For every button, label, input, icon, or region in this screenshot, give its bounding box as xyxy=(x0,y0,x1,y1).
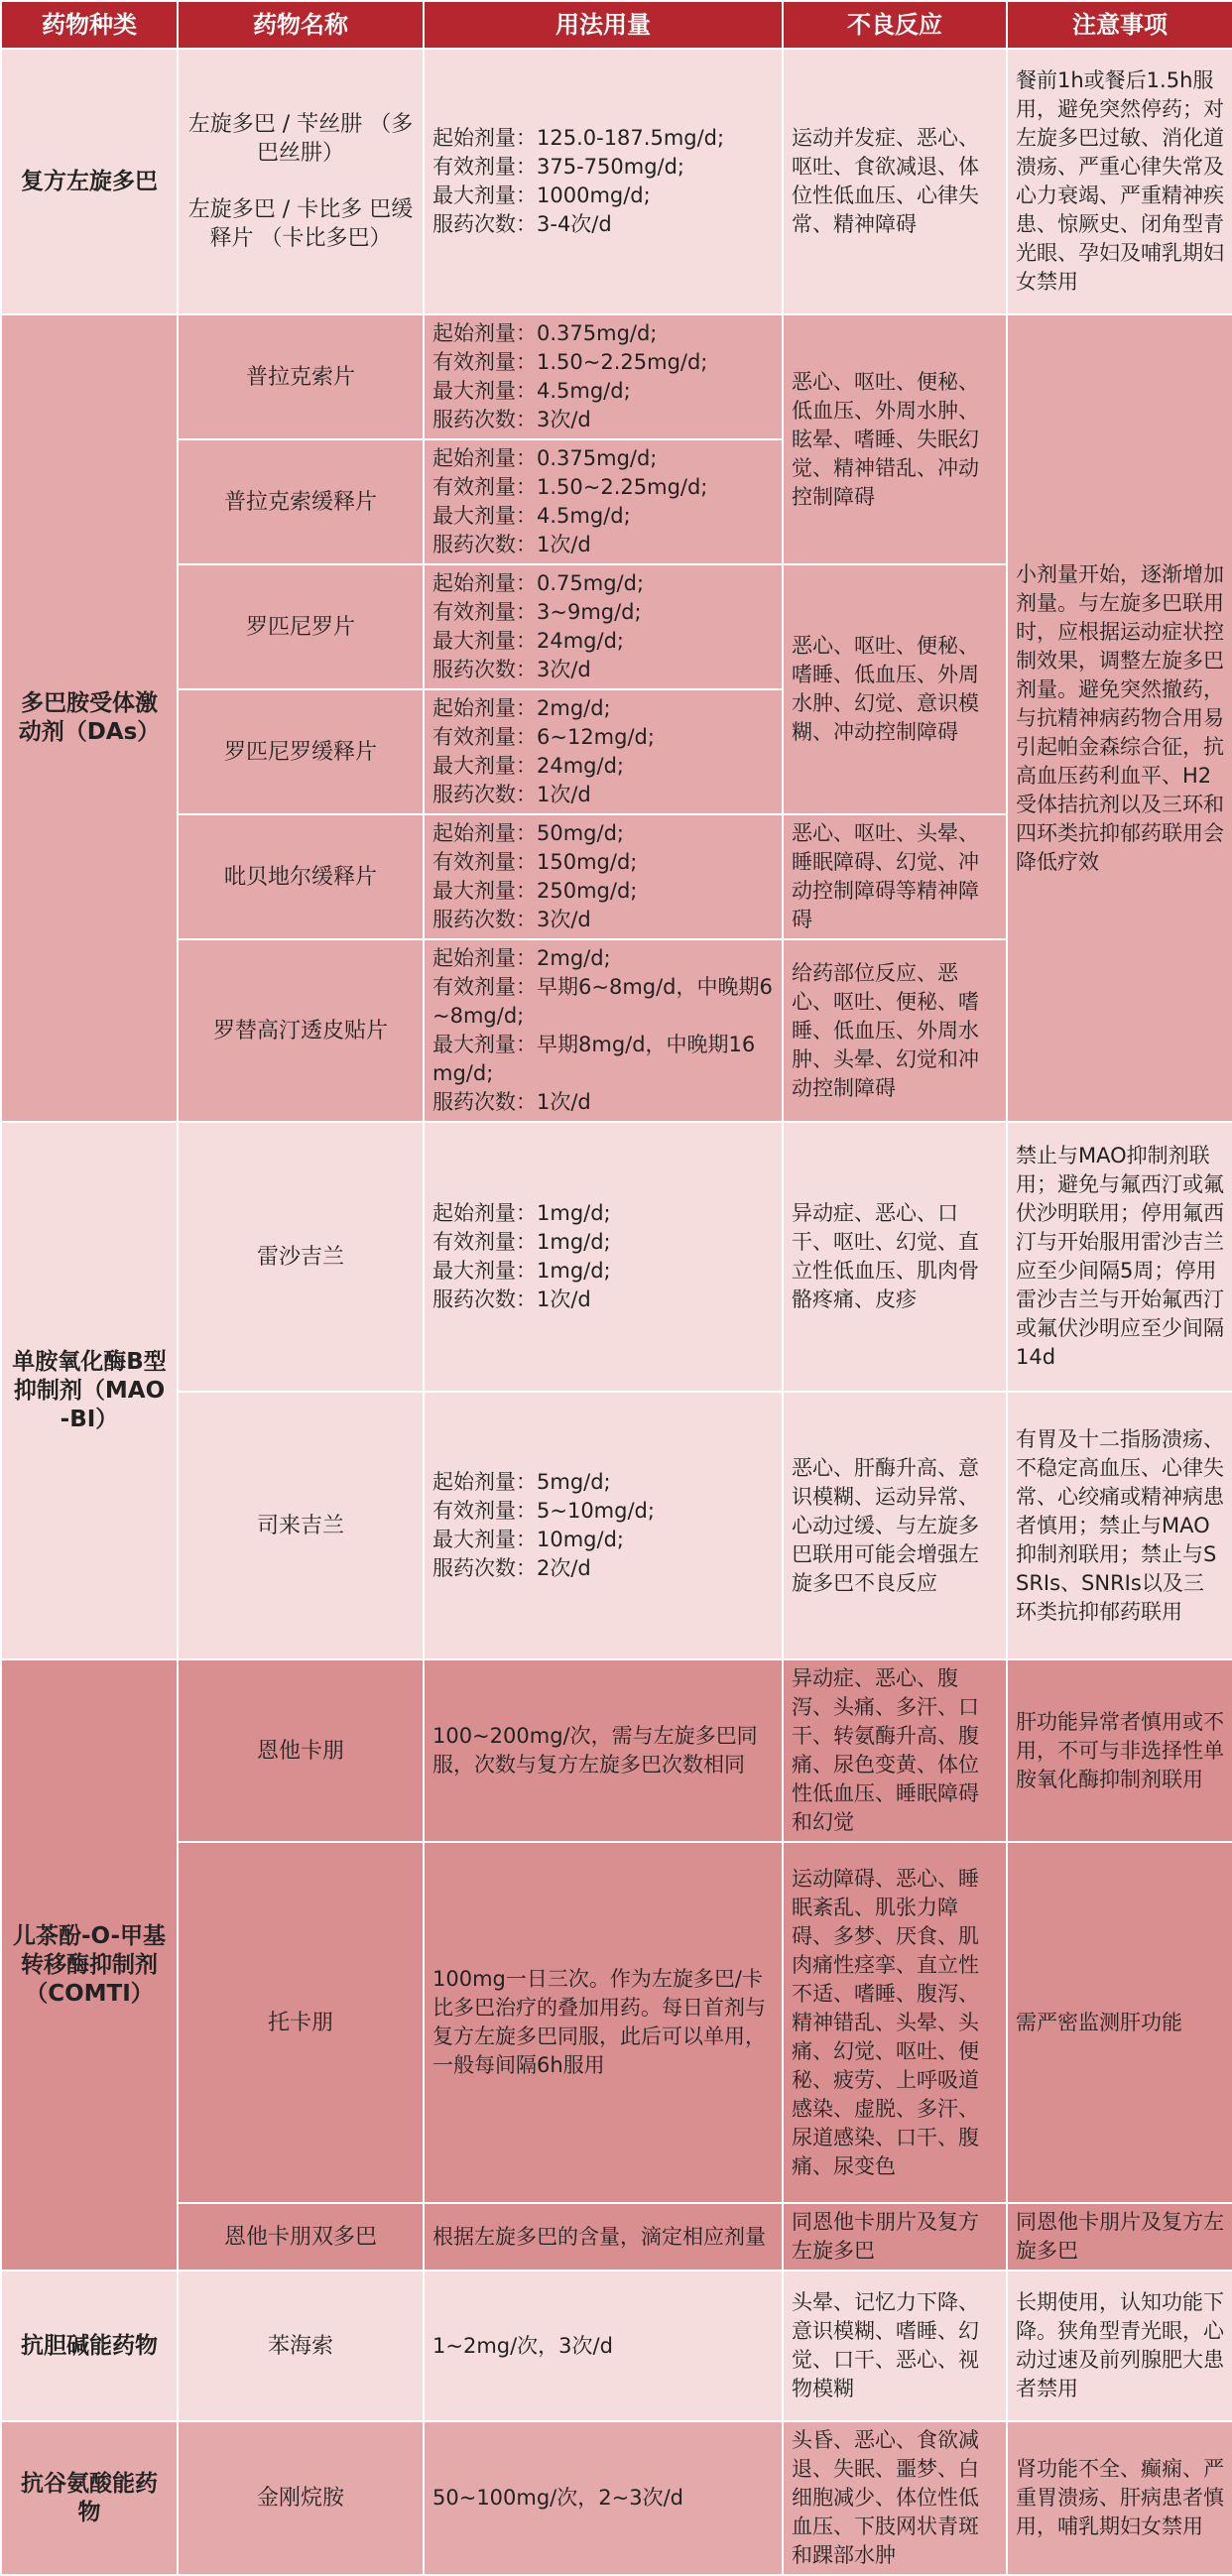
adverse-cell: 头昏、恶心、食欲减退、失眠、噩梦、白细胞减少、体位性低血压、下肢网状青斑和踝部水肿 xyxy=(783,2421,1007,2575)
drug-name-cell: 司来吉兰 xyxy=(178,1392,424,1659)
category-cell: 抗谷氨酸能药物 xyxy=(1,2421,178,2575)
category-cell: 抗胆碱能药物 xyxy=(1,2270,178,2421)
drug-name-cell: 苯海索 xyxy=(178,2270,424,2421)
table-row xyxy=(1,49,1232,314)
drug-name-cell: 普拉克索片 xyxy=(178,314,424,439)
dosage-cell: 起始剂量：1mg/d; 有效剂量：1mg/d; 最大剂量：1mg/d; 服药次数：1次/d xyxy=(424,1122,783,1392)
notes-cell: 有胃及十二指肠溃疡、不稳定高血压、心律失常、心绞痛或精神病患者慎用；禁止与MAO抑制剂联用；禁止与SSRIs、SNRIs以及三环类抗抑郁药联用 xyxy=(1007,1392,1232,1659)
dosage-cell: 1~2mg/次，3次/d xyxy=(424,2270,783,2421)
header-category: 药物种类 xyxy=(1,1,178,49)
adverse-cell: 恶心、呕吐、便秘、嗜睡、低血压、外周水肿、幻觉、意识模糊、冲动控制障碍 xyxy=(783,564,1007,814)
dosage-cell: 根据左旋多巴的含量，滴定相应剂量 xyxy=(424,2203,783,2270)
adverse-cell: 头晕、记忆力下降、意识模糊、嗜睡、幻觉、口干、恶心、视物模糊 xyxy=(783,2270,1007,2421)
notes-cell: 肾功能不全、癫痫、严重胃溃疡、肝病患者慎用，哺乳期妇女禁用 xyxy=(1007,2421,1232,2575)
table-row xyxy=(1,2203,1232,2270)
notes-cell: 长期使用，认知功能下降。狭角型青光眼，心动过速及前列腺肥大患者禁用 xyxy=(1007,2270,1232,2421)
drug-name-cell: 罗匹尼罗缓释片 xyxy=(178,689,424,814)
drug-name-cell: 恩他卡朋双多巴 xyxy=(178,2203,424,2270)
notes-cell: 禁止与MAO抑制剂联用；避免与氟西汀或氟伏沙明联用；停用氟西汀与开始服用雷沙吉兰应至少间隔5周；停用雷沙吉兰与开始氟西汀或氟伏沙明应至少间隔14d xyxy=(1007,1122,1232,1392)
adverse-cell: 运动障碍、恶心、睡眠紊乱、肌张力障碍、多梦、厌食、肌肉痛性痉挛、直立性不适、嗜睡、腹泻、精神错乱、头晕、头痛、幻觉、呕吐、便秘、疲劳、上呼吸道感染、虚脱、多汗、尿道感染、口干、腹痛、尿变色 xyxy=(783,1842,1007,2203)
notes-cell: 需严密监测肝功能 xyxy=(1007,1842,1232,2203)
adverse-cell: 同恩他卡朋片及复方左旋多巴 xyxy=(783,2203,1007,2270)
header-notes: 注意事项 xyxy=(1007,1,1232,49)
drug-name-cell: 吡贝地尔缓释片 xyxy=(178,814,424,939)
drug-name-cell: 金刚烷胺 xyxy=(178,2421,424,2575)
adverse-cell: 异动症、恶心、腹泻、头痛、多汗、口干、转氨酶升高、腹痛、尿色变黄、体位性低血压、睡眠障碍和幻觉 xyxy=(783,1659,1007,1842)
table-row xyxy=(1,314,1232,439)
adverse-cell: 恶心、呕吐、头晕、睡眠障碍、幻觉、冲动控制障碍等精神障碍 xyxy=(783,814,1007,939)
dosage-cell: 起始剂量：2mg/d; 有效剂量：6~12mg/d; 最大剂量：24mg/d; 服药次数：1次/d xyxy=(424,689,783,814)
dosage-cell: 起始剂量：0.75mg/d; 有效剂量：3~9mg/d; 最大剂量：24mg/d; 服药次数：3次/d xyxy=(424,564,783,689)
adverse-cell: 恶心、肝酶升高、意识模糊、运动异常、心动过缓、与左旋多巴联用可能会增强左旋多巴不良反应 xyxy=(783,1392,1007,1659)
drug-name-cell: 托卡朋 xyxy=(178,1842,424,2203)
drug-name-sinemet: 左旋多巴 / 卡比多 巴缓释片 （卡比多巴） xyxy=(187,197,414,251)
dosage-cell: 100mg一日三次。作为左旋多巴/卡比多巴治疗的叠加用药。每日首剂与复方左旋多巴同服，此后可以单用，一般每间隔6h服用 xyxy=(424,1842,783,2203)
table-row xyxy=(1,1392,1232,1659)
table-row xyxy=(1,1122,1232,1392)
dosage-cell: 起始剂量：0.375mg/d; 有效剂量：1.50~2.25mg/d; 最大剂量：4.5mg/d; 服药次数：3次/d xyxy=(424,314,783,439)
dosage-cell: 100~200mg/次，需与左旋多巴同服，次数与复方左旋多巴次数相同 xyxy=(424,1659,783,1842)
dosage-cell: 起始剂量：0.375mg/d; 有效剂量：1.50~2.25mg/d; 最大剂量：4.5mg/d; 服药次数：1次/d xyxy=(424,439,783,564)
dosage-cell: 起始剂量：50mg/d; 有效剂量：150mg/d; 最大剂量：250mg/d; 服药次数：3次/d xyxy=(424,814,783,939)
dosage-cell: 起始剂量：5mg/d; 有效剂量：5~10mg/d; 最大剂量：10mg/d; 服药次数：2次/d xyxy=(424,1392,783,1659)
drug-name-cell: 雷沙吉兰 xyxy=(178,1122,424,1392)
drug-name-cell: 恩他卡朋 xyxy=(178,1659,424,1842)
drug-name-cell xyxy=(178,49,424,314)
table-row xyxy=(1,1842,1232,2203)
adverse-cell: 运动并发症、恶心、呕吐、食欲减退、体位性低血压、心律失常、精神障碍 xyxy=(783,49,1007,314)
dosage-cell: 50~100mg/次，2~3次/d xyxy=(424,2421,783,2575)
drug-name-cell: 罗匹尼罗片 xyxy=(178,564,424,689)
category-cell: 多巴胺受体激动剂（DAs） xyxy=(1,314,178,1122)
adverse-cell: 恶心、呕吐、便秘、低血压、外周水肿、眩晕、嗜睡、失眠幻觉、精神错乱、冲动控制障碍 xyxy=(783,314,1007,564)
notes-cell: 餐前1h或餐后1.5h服用，避免突然停药；对左旋多巴过敏、消化道溃疡、严重心律失常及心力衰竭、严重精神疾患、惊厥史、闭角型青光眼、孕妇及哺乳期妇女禁用 xyxy=(1007,49,1232,314)
table-row xyxy=(1,2270,1232,2421)
header-adverse: 不良反应 xyxy=(783,1,1007,49)
drug-name-cell: 罗替高汀透皮贴片 xyxy=(178,939,424,1122)
table-row xyxy=(1,1659,1232,1842)
table-row xyxy=(1,2421,1232,2575)
adverse-cell: 给药部位反应、恶心、呕吐、便秘、嗜睡、低血压、外周水肿、头晕、幻觉和冲动控制障碍 xyxy=(783,939,1007,1122)
drug-name-cell: 普拉克索缓释片 xyxy=(178,439,424,564)
adverse-cell: 异动症、恶心、口干、呕吐、幻觉、直立性低血压、肌肉骨骼疼痛、皮疹 xyxy=(783,1122,1007,1392)
category-cell: 单胺氧化酶B型抑制剂（MAO-BI） xyxy=(1,1122,178,1659)
notes-cell: 小剂量开始，逐渐增加剂量。与左旋多巴联用时，应根据运动症状控制效果，调整左旋多巴剂量。避免突然撤药，与抗精神病药物合用易引起帕金森综合征，抗高血压药利血平、H2受体拮抗剂以及三环和四环类抗抑郁药联用会降低疗效 xyxy=(1007,314,1232,1122)
category-cell: 复方左旋多巴 xyxy=(1,49,178,314)
notes-cell: 同恩他卡朋片及复方左旋多巴 xyxy=(1007,2203,1232,2270)
drug-name-madopar: 左旋多巴 / 苄丝肼 （多巴丝肼） xyxy=(187,112,414,166)
header-dosage: 用法用量 xyxy=(424,1,783,49)
notes-cell: 肝功能异常者慎用或不用，不可与非选择性单胺氧化酶抑制剂联用 xyxy=(1007,1659,1232,1842)
header-row xyxy=(1,1,1232,49)
category-cell: 儿茶酚-O-甲基转移酶抑制剂（COMTI） xyxy=(1,1659,178,2270)
header-name: 药物名称 xyxy=(178,1,424,49)
dosage-cell: 起始剂量：125.0-187.5mg/d; 有效剂量：375-750mg/d; 最大剂量：1000mg/d; 服药次数：3-4次/d xyxy=(424,49,783,314)
dosage-cell: 起始剂量：2mg/d; 有效剂量：早期6~8mg/d，中晚期6~8mg/d; 最大剂量：早期8mg/d，中晚期16mg/d; 服药次数：1次/d xyxy=(424,939,783,1122)
